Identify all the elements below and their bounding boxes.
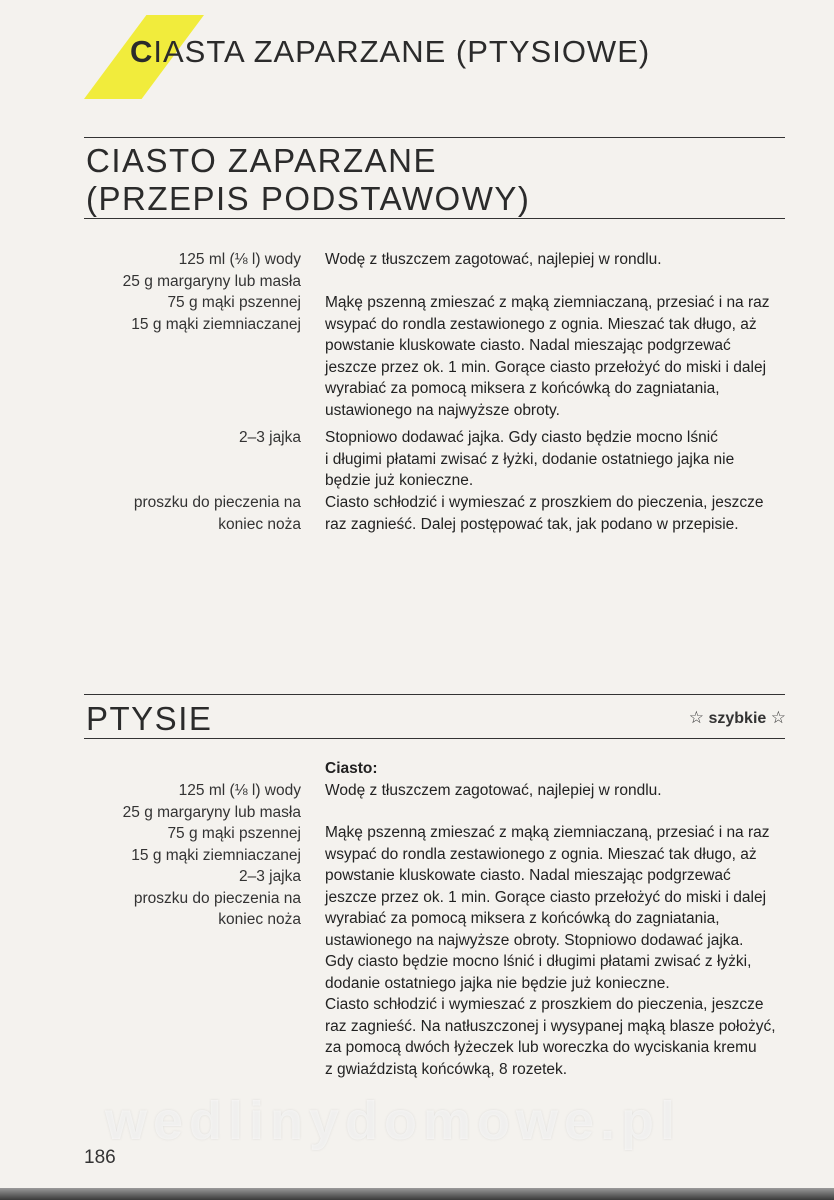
text-line: 2–3 jajka (238, 429, 301, 446)
quick-badge (689, 708, 786, 728)
text-line: ustawionego na najwyższe obroty. Stopniowo dodawać jajka. (325, 931, 744, 949)
recipe1-step-3 (325, 427, 795, 492)
text-line: proszku do pieczenia na (133, 889, 301, 907)
star-icon: ☆ (688, 708, 705, 727)
text-line: wsypać do rondla zestawionego z ognia. Mieszać tak długo, aż (325, 845, 757, 863)
recipe1-step-1 (325, 249, 795, 271)
recipe2-step-1 (325, 780, 795, 802)
page-bottom-edge (0, 1188, 834, 1200)
text-line: Stopniowo dodawać jajka. Gdy ciasto będzie mocno lśnić (325, 429, 718, 446)
text-line: 15 g mąki ziemniaczanej (131, 315, 301, 333)
text-line: wyrabiać za pomocą miksera z końcówką do zagniatania, (325, 910, 720, 927)
text-line: 25 g margaryny lub masła (122, 803, 301, 821)
text-line: 2–3 jajka (238, 868, 301, 885)
text-line: koniec noża (218, 911, 301, 928)
text-line: ustawionego na najwyższe obroty. (325, 401, 560, 419)
page-number: 186 (84, 1147, 116, 1168)
recipe2-title: PTYSIE (86, 700, 213, 737)
recipe1-title-line2: (PRZEPIS PODSTAWOWY) (86, 180, 531, 217)
text-line: powstanie kluskowate ciasto. Nadal mieszając podgrzewać (325, 867, 731, 884)
text-line: 15 g mąki ziemniaczanej (131, 846, 301, 864)
recipe1-ingredients-1 (70, 249, 301, 335)
text-line: 75 g mąki pszennej (167, 294, 301, 311)
divider-bottom-recipe1 (84, 218, 785, 219)
recipe2-subheading: Ciasto: (325, 760, 378, 777)
chapter-title-rest: IASTA ZAPARZANE (PTYSIOWE) (153, 34, 651, 69)
divider-top-recipe1 (84, 137, 785, 138)
recipe1-title (86, 142, 530, 218)
text-line: jeszcze przez ok. 1 min. Gorące ciasto przełożyć do miski i dalej (325, 358, 767, 376)
text-line: 75 g mąki pszennej (167, 825, 301, 842)
recipe2-step-2 (325, 822, 795, 1080)
star-icon: ☆ (770, 708, 786, 727)
text-line: 25 g margaryny lub masła (122, 272, 301, 290)
chapter-title (130, 34, 650, 70)
text-line: z gwiaździstą końcówką, 8 rozetek. (325, 1060, 568, 1078)
recipe1-ingredients-3 (70, 492, 301, 535)
recipe1-title-line1: CIASTO ZAPARZANE (86, 142, 438, 179)
divider-bottom-recipe2 (84, 738, 785, 739)
text-line: proszku do pieczenia na (133, 494, 301, 511)
recipe2-ingredients (70, 780, 301, 931)
watermark: wedlinydomowe.pl (105, 1091, 682, 1151)
recipe1-ingredients-2 (70, 427, 301, 449)
text-line: za pomocą dwóch łyżeczek lub woreczka do wyciskania kremu (325, 1039, 757, 1056)
text-line: Mąkę pszenną zmieszać z mąką ziemniaczaną, przesiać i na raz (325, 294, 770, 311)
chapter-title-first-letter: C (130, 34, 154, 69)
text-line: i długimi płatami zwisać z łyżki, dodanie ostatniego jajka nie (325, 450, 735, 468)
text-line: 125 ml (⅛ l) wody (178, 251, 301, 268)
text-line: Ciasto schłodzić i wymieszać z proszkiem do pieczenia, jeszcze (325, 996, 764, 1013)
text-line: jeszcze przez ok. 1 min. Gorące ciasto przełożyć do miski i dalej (325, 888, 767, 906)
divider-top-recipe2 (84, 694, 785, 695)
text-line: Ciasto schłodzić i wymieszać z proszkiem do pieczenia, jeszcze (325, 494, 764, 511)
recipe1-step-2 (325, 292, 795, 421)
text-line: będzie już konieczne. (325, 472, 474, 489)
text-line: raz zagnieść. Dalej postępować tak, jak podano w przepisie. (325, 515, 739, 533)
text-line: Wodę z tłuszczem zagotować, najlepiej w rondlu. (325, 251, 662, 268)
text-line: wsypać do rondla zestawionego z ognia. Mieszać tak długo, aż (325, 315, 757, 333)
text-line: dodanie ostatniego jajka nie będzie już konieczne. (325, 974, 670, 992)
text-line: 125 ml (⅛ l) wody (178, 782, 301, 799)
text-line: raz zagnieść. Na natłuszczonej i wysypanej mąką blasze położyć, (325, 1017, 776, 1035)
recipe1-step-4 (325, 492, 795, 535)
text-line: Wodę z tłuszczem zagotować, najlepiej w rondlu. (325, 782, 662, 799)
text-line: Mąkę pszenną zmieszać z mąką ziemniaczaną, przesiać i na raz (325, 824, 770, 841)
text-line: wyrabiać za pomocą miksera z końcówką do zagniatania, (325, 380, 720, 397)
quick-badge-label: szybkie (708, 710, 767, 727)
text-line: koniec noża (218, 515, 301, 533)
text-line: powstanie kluskowate ciasto. Nadal mieszając podgrzewać (325, 337, 731, 354)
text-line: Gdy ciasto będzie mocno lśnić i długimi płatami zwisać z łyżki, (325, 953, 752, 970)
